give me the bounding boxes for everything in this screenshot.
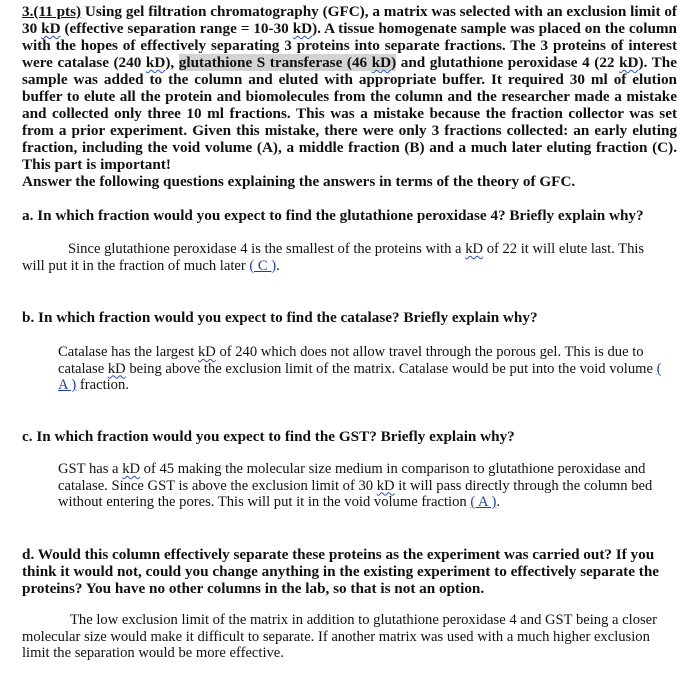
instruction-line: Answer the following questions explaining the answers in terms of the theory of GFC. <box>22 173 576 190</box>
answer-b[interactable]: Catalase has the largest kD of 240 which does not allow travel through the porous gel. This is due to catalase kD being above the exclusion limit of the matrix. Catalase would be put into the void volume ( A ) fraction. <box>58 344 662 393</box>
question-b: b. In which fraction would you expect to find the catalase? Briefly explain why? <box>22 309 538 326</box>
problem-number: 3. <box>22 3 34 20</box>
problem-statement <box>22 3 677 190</box>
answer-d[interactable]: The low exclusion limit of the matrix in addition to glutathione peroxidase 4 and GST being a closer molecular size would make it difficult to separate. If another matrix was used with a much higher exclusion limit the separation would be more effective. <box>22 612 658 661</box>
question-d: d. Would this column effectively separate these proteins as the experiment was carried out? If you think it would not, could you change anything in the existing experiment to effectively separate the proteins? You have no other columns in the lab, so that is not an option. <box>22 546 660 597</box>
answer-b-fraction-link[interactable]: ( A ) <box>58 360 662 393</box>
answer-a-fraction-link[interactable]: ( C ) <box>249 257 277 274</box>
question-a: a. In which fraction would you expect to find the glutathione peroxidase 4? Briefly explain why? <box>22 207 644 224</box>
answer-a[interactable]: Since glutathione peroxidase 4 is the smallest of the proteins with a kD of 22 it will elute last. This will put it in the fraction of much later ( C ). <box>22 241 645 274</box>
problem-points: (11 pts) <box>33 3 82 20</box>
answer-c[interactable]: GST has a kD of 45 making the molecular size medium in comparison to glutathione peroxidase and catalase. Since GST is above the exclusion limit of 30 kD it will pass directly through the column bed without entering the pores. This will put it in the void volume fraction ( A ). <box>58 461 653 510</box>
problem-text: 3.(11 pts) Using gel filtration chromatography (GFC), a matrix was selected with an exclusion limit of 30 kD (effective separation range = 10-30 kD). A tissue homogenate sample was placed on the column with the hopes of effectively separating 3 proteins into separate fractions. The 3 proteins of interest were catalase (240 kD), glutathione S transferase (46 kD) and glutathione peroxidase 4 (22 kD). The sample was added to the column and eluted with appropriate buffer. It required 30 ml of elution buffer to elute all the protein and biomolecules from the column and the researcher made a mistake and collected only three 10 ml fractions. This was a mistake because the fraction collector was set from a prior experiment. Given this mistake, there were only 3 fractions collected: an early eluting fraction, including the void volume (A), a middle fraction (B) and a much later eluting fraction (C). This part is important! <box>22 3 678 173</box>
question-c: c. In which fraction would you expect to find the GST? Briefly explain why? <box>22 428 515 445</box>
answer-c-fraction-link[interactable]: ( A ) <box>470 494 497 510</box>
highlighted-text: glutathione S transferase (46 kD) <box>178 54 397 71</box>
